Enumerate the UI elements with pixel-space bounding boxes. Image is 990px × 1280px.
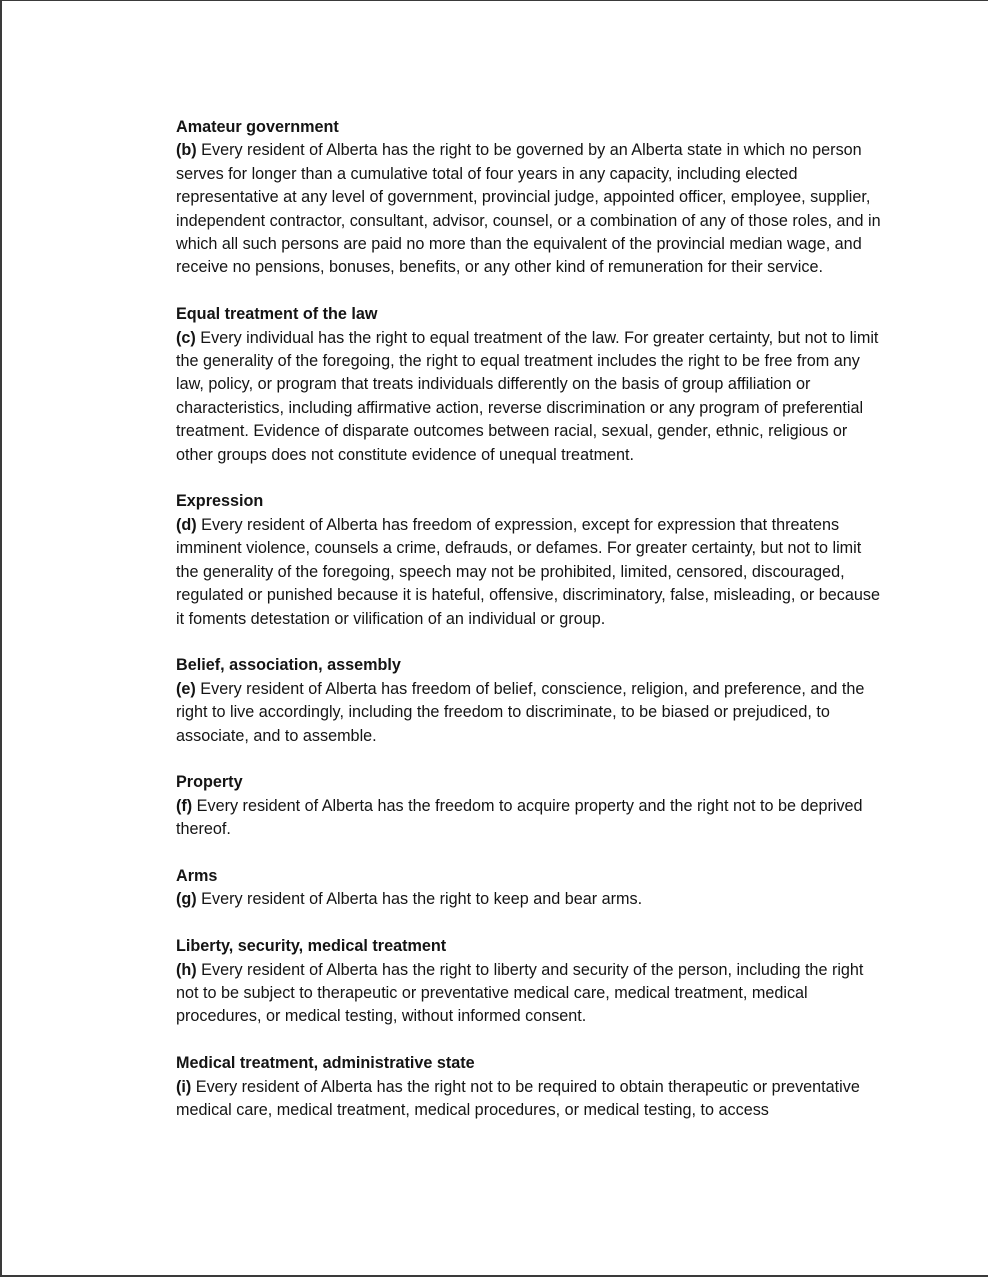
- section-medical-administrative-state: [176, 1052, 886, 1122]
- section-paragraph: [176, 678, 886, 748]
- clause-text: Every individual has the right to equal treatment of the law. For greater certainty, but not to limit the generality of the foregoing, the right to equal treatment includes the right to be free from any law, policy, or program that treats individuals differently on the basis of group affiliation or characteristics, including affirmative action, reverse discrimination or any program of preferential treatment. Evidence of disparate outcomes between racial, sexual, gender, ethnic, religious or other groups does not constitute evidence of unequal treatment.: [176, 328, 879, 464]
- section-paragraph: [176, 327, 886, 467]
- clause-marker: (i): [176, 1077, 192, 1096]
- section-paragraph: [176, 959, 886, 1029]
- clause-marker: (c): [176, 328, 196, 347]
- clause-text: Every resident of Alberta has the right to keep and bear arms.: [201, 890, 643, 909]
- section-heading: Amateur government: [176, 118, 339, 136]
- clause-text: Every resident of Alberta has the right to be governed by an Alberta state in which no person serves for longer than a cumulative total of four years in any capacity, including elected representative at any level of government, provincial judge, appointed officer, employee, supplier, independent contractor, consultant, advisor, counsel, or a combination of any of those roles, and in which all such persons are paid no more than the equivalent of the provincial median wage, and receive no pensions, bonuses, benefits, or any other kind of remuneration for their service.: [176, 141, 881, 277]
- section-property: [176, 771, 886, 841]
- clause-text: Every resident of Alberta has the right not to be required to obtain therapeutic or preventative medical care, medical treatment, medical procedures, or medical testing, to access: [176, 1077, 860, 1119]
- section-amateur-government: [176, 116, 886, 280]
- clause-text: Every resident of Alberta has the right to liberty and security of the person, including the right not to be subject to therapeutic or preventative medical care, medical treatment, medical procedures, or medical testing, without informed consent.: [176, 960, 864, 1026]
- clause-marker: (f): [176, 796, 193, 815]
- clause-text: Every resident of Alberta has freedom of expression, except for expression that threatens imminent violence, counsels a crime, defrauds, or defames. For greater certainty, but not to limit the generality of the foregoing, speech may not be prohibited, limited, censored, discouraged, regulated or punished because it is hateful, offensive, discriminatory, false, misleading, or because it foments detestation or vilification of an individual or group.: [176, 515, 880, 628]
- clause-text: Every resident of Alberta has freedom of belief, conscience, religion, and preference, and the right to live accordingly, including the freedom to discriminate, to be biased or prejudiced, to associate, and to assemble.: [176, 679, 865, 745]
- section-arms: [176, 865, 886, 912]
- clause-marker: (b): [176, 141, 197, 160]
- section-heading: Property: [176, 773, 243, 792]
- clause-marker: (d): [176, 515, 197, 534]
- section-paragraph: [176, 888, 886, 911]
- section-liberty-security-medical: [176, 935, 886, 1029]
- section-paragraph: [176, 514, 886, 631]
- clause-text: Every resident of Alberta has the freedom to acquire property and the right not to be deprived thereof.: [176, 796, 863, 839]
- section-heading: Liberty, security, medical treatment: [176, 937, 447, 956]
- section-paragraph: [176, 1076, 886, 1123]
- clause-marker: (g): [176, 890, 197, 909]
- section-heading: Belief, association, assembly: [176, 656, 401, 675]
- section-belief-association-assembly: [176, 654, 886, 748]
- section-heading: Medical treatment, administrative state: [176, 1054, 475, 1073]
- clause-marker: (h): [176, 960, 197, 979]
- document-body: [176, 116, 886, 1146]
- clause-marker: (e): [176, 679, 196, 698]
- section-expression: [176, 490, 886, 630]
- section-paragraph: [176, 139, 886, 279]
- section-heading: Arms: [176, 866, 218, 885]
- section-heading: Expression: [176, 492, 264, 511]
- section-equal-treatment: [176, 303, 886, 467]
- section-heading: Equal treatment of the law: [176, 305, 378, 324]
- section-paragraph: [176, 795, 886, 842]
